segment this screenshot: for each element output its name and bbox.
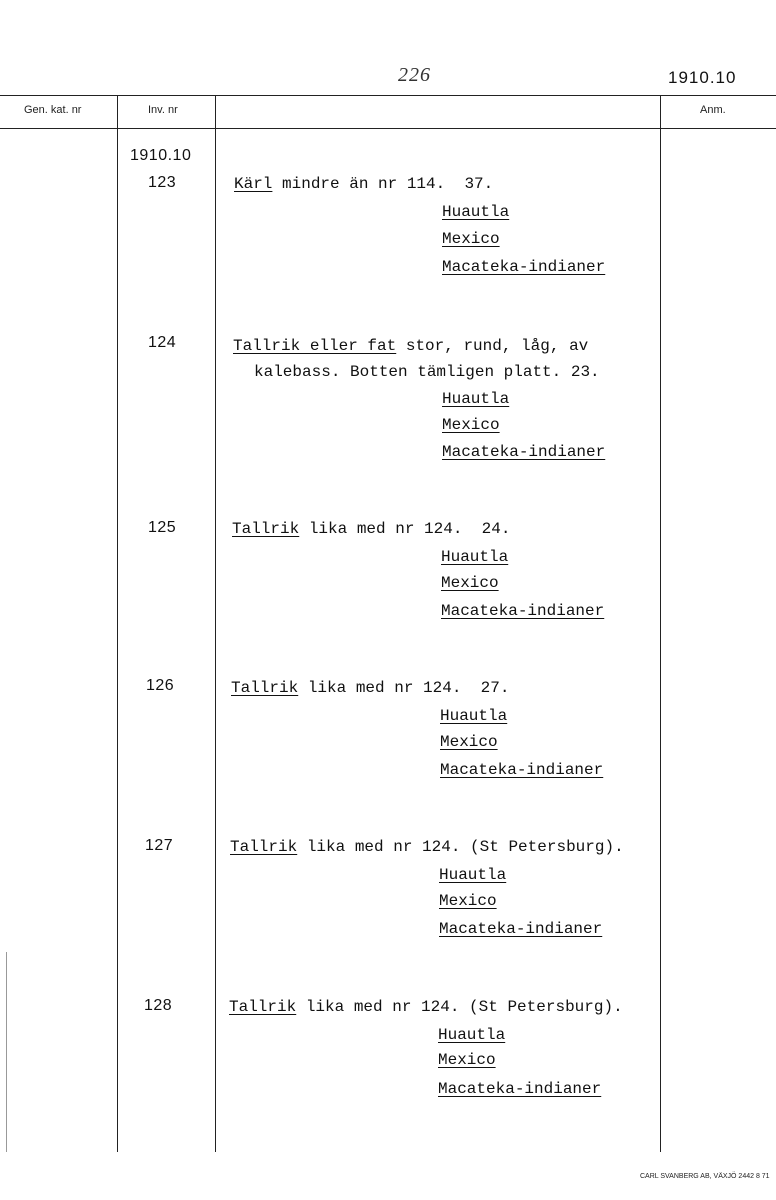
place: Huautla <box>442 203 510 221</box>
description-continued: kalebass. Botten tämligen platt. 23. <box>254 363 600 381</box>
people: Macateka-indianer <box>438 1080 602 1098</box>
object-name: Tallrik <box>229 998 297 1016</box>
page-number: 226 <box>398 64 431 86</box>
country: Mexico <box>438 1051 496 1069</box>
people: Macateka-indianer <box>439 920 603 938</box>
inventory-year: 1910.10 <box>130 147 192 164</box>
object-name: Tallrik <box>231 679 299 697</box>
country: Mexico <box>442 230 500 248</box>
inventory-number: 124 <box>148 334 177 351</box>
entry-description <box>234 175 493 193</box>
place: Huautla <box>440 707 508 725</box>
place: Huautla <box>438 1026 506 1044</box>
header-year: 1910.10 <box>668 68 737 87</box>
description-text: stor, rund, låg, av <box>396 337 589 355</box>
description-text: lika med nr 124. (St Petersburg). <box>297 838 624 856</box>
entry-description <box>229 998 623 1016</box>
entry-description <box>232 520 510 538</box>
country: Mexico <box>442 416 500 434</box>
country: Mexico <box>441 574 499 592</box>
place: Huautla <box>442 390 510 408</box>
object-name: Kärl <box>234 175 273 193</box>
people: Macateka-indianer <box>441 602 605 620</box>
entry-description <box>230 838 624 856</box>
country: Mexico <box>440 733 498 751</box>
object-name: Tallrik eller fat <box>233 337 397 355</box>
column-header-anm: Anm. <box>700 104 726 116</box>
inventory-number: 125 <box>148 519 177 536</box>
column-header-gen-kat-nr: Gen. kat. nr <box>24 104 82 116</box>
inventory-number: 123 <box>148 174 177 191</box>
inventory-number: 127 <box>145 837 174 854</box>
column-divider-2 <box>215 96 216 1152</box>
description-text: lika med nr 124. 24. <box>299 520 511 538</box>
place: Huautla <box>441 548 509 566</box>
people: Macateka-indianer <box>442 258 606 276</box>
column-header-inv-nr: Inv. nr <box>148 104 178 116</box>
column-divider-3 <box>660 96 661 1152</box>
printer-imprint: CARL SVANBERG AB, VÄXJÖ 2442 8 71 <box>640 1173 770 1180</box>
country: Mexico <box>439 892 497 910</box>
entry-description <box>231 679 509 697</box>
description-text: mindre än nr 114. 37. <box>272 175 494 193</box>
people: Macateka-indianer <box>440 761 604 779</box>
column-divider-1 <box>117 96 118 1152</box>
description-text: lika med nr 124. (St Petersburg). <box>296 998 623 1016</box>
inventory-number: 126 <box>146 677 175 694</box>
entry-description <box>233 337 588 355</box>
inventory-number: 128 <box>144 997 173 1014</box>
description-text: lika med nr 124. 27. <box>298 679 510 697</box>
object-name: Tallrik <box>230 838 298 856</box>
people: Macateka-indianer <box>442 443 606 461</box>
place: Huautla <box>439 866 507 884</box>
object-name: Tallrik <box>232 520 300 538</box>
margin-mark <box>6 952 7 1152</box>
